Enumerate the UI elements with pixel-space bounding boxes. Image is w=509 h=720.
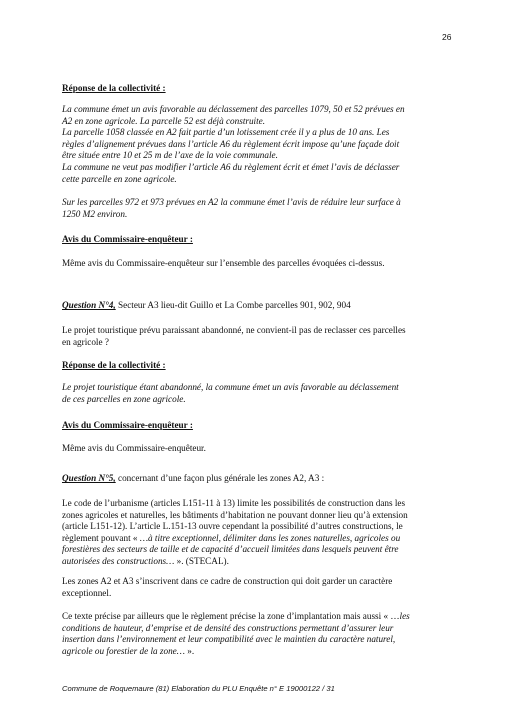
text-line: 1250 M2 environ.: [62, 208, 128, 219]
page-number: 26: [442, 32, 452, 42]
text-line: [62, 611, 454, 623]
text-line: Le projet touristique prévu paraissant abandonné, ne convient-il pas de reclasser ces parcelles: [62, 325, 406, 335]
section-heading: Réponse de la collectivité :: [62, 83, 166, 93]
question-title: concernant d’une façon plus générale les zones A2, A3 :: [115, 473, 325, 483]
text-line: La parcelle 1058 classée en A2 fait partie d’un lotissement crée il y a plus de 10 ans. Les: [62, 127, 390, 138]
text-line: (article L151-12). L’article L.151-13 ouvre cependant la possibilité d’autres constructions, le: [62, 521, 403, 532]
section-response-collectivite-1: [62, 83, 454, 95]
text-line: cette parcelle en zone agricole.: [62, 173, 177, 184]
avis-text-1: Même avis du Commissaire-enquêteur sur l’ensemble des parcelles évoquées ci-dessus.: [62, 258, 385, 268]
footer: Commune de Roquemaure (81) Elaboration du PLU Enquête n° E 19000122 / 31: [62, 684, 335, 693]
section-heading: Réponse de la collectivité :: [62, 360, 166, 370]
text-line: règles d’alignement prévues dans l’article A6 du règlement écrit impose qu’une façade doit: [62, 138, 400, 149]
quote-span: …à titre exceptionnel, délimiter dans les zones naturelles, agricoles ou: [139, 532, 401, 543]
text-line: [62, 556, 454, 568]
text-line: exceptionnel.: [62, 587, 112, 598]
question-5-paragraph-1: [62, 498, 454, 568]
question-5-heading: [62, 473, 454, 485]
text-span: ».: [184, 645, 195, 656]
section-heading: Avis du Commissaire-enquêteur :: [62, 234, 193, 244]
text-line: A2 en zone agricole. La parcelle 52 est déjà construite.: [62, 115, 266, 126]
section-avis-commissaire-1: [62, 234, 454, 246]
question-4-heading: [62, 300, 454, 312]
quote-span: agricole ou forestier de la zone…: [62, 645, 185, 656]
text-line: zones agricoles et naturelles, les bâtiments d’habitation ne pouvant donner lieu qu’à extension: [62, 509, 408, 520]
text-line: La commune ne veut pas modifier l’article A6 du règlement écrit et émet l’avis de déclasser: [62, 161, 400, 172]
avis-text-2: Même avis du Commissaire-enquêteur.: [62, 443, 206, 453]
response-paragraph-2: [62, 197, 454, 220]
text-line: Les zones A2 et A3 s’inscrivent dans ce cadre de construction qui doit garder un caractère: [62, 576, 393, 586]
response-paragraph-3: [62, 382, 454, 405]
section-heading: Avis du Commissaire-enquêteur :: [62, 420, 193, 430]
text-line: conditions de hauteur, d’emprise et de densité des constructions permettant d’assurer leur: [62, 622, 394, 633]
question-title: Secteur A3 lieu-dit Guillo et La Combe parcelles 901, 902, 904: [115, 300, 351, 310]
question-label: Question N°4,: [62, 300, 116, 310]
section-response-collectivite-2: [62, 360, 454, 372]
quote-span: les: [399, 611, 410, 621]
text-line: La commune émet un avis favorable au déclassement des parcelles 1079, 50 et 52 prévues en: [62, 104, 405, 114]
text-line: insertion dans l’environnement et leur compatibilité avec le maintien du caractère naturel,: [62, 634, 396, 645]
text-span: ». (STECAL).: [174, 555, 229, 566]
question-label: Question N°5,: [62, 473, 116, 483]
quote-span: autorisées des constructions…: [62, 555, 175, 566]
text-line: Le projet touristique étant abandonné, la commune émet un avis favorable au déclassement: [62, 382, 399, 392]
question-5-paragraph-2: [62, 576, 454, 599]
text-line: Sur les parcelles 972 et 973 prévues en A2 la commune émet l’avis de réduire leur surface à: [62, 197, 401, 207]
response-paragraph-1: [62, 104, 454, 185]
text-span: règlement pouvant «: [62, 532, 140, 543]
question-4-text: [62, 325, 454, 348]
question-5-paragraph-3: [62, 611, 454, 657]
text-line: de ces parcelles en zone agricole.: [62, 393, 186, 404]
text-line: être située entre 10 et 25 m de l’axe de la voie communale.: [62, 150, 278, 161]
text-line: forestières des secteurs de taille et de capacité d’accueil limitées dans lesquels peuvent être: [62, 544, 399, 555]
text-line: [62, 533, 454, 545]
text-line: Le code de l’urbanisme (articles L151-11 à 13) limite les possibilités de construction dans les: [62, 498, 406, 508]
section-avis-commissaire-2: [62, 420, 454, 432]
text-line: [62, 646, 454, 658]
text-line: en agricole ?: [62, 336, 109, 347]
text-span: Ce texte précise par ailleurs que le règlement précise la zone d’implantation mais aussi « …: [62, 611, 400, 621]
